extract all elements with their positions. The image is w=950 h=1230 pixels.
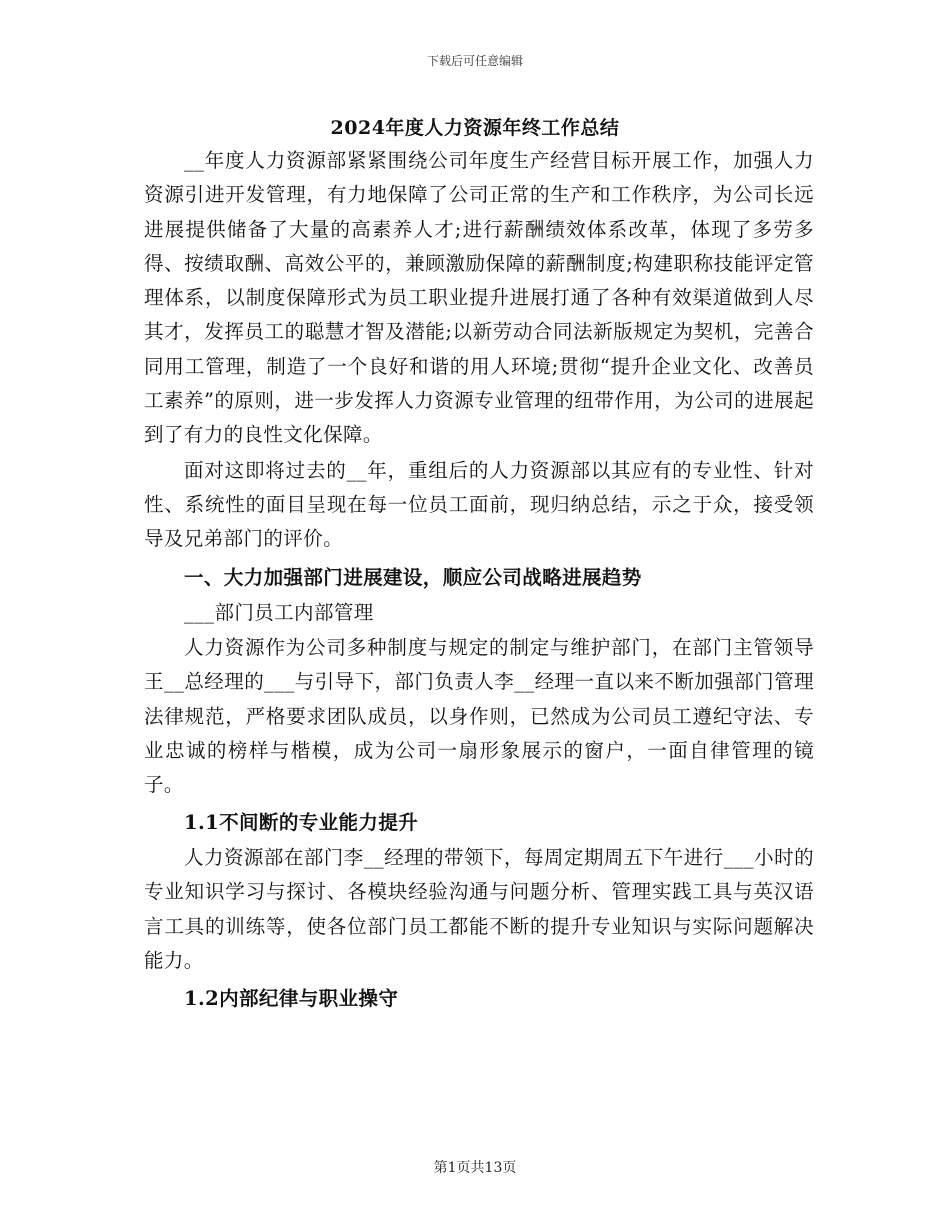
header-note: 下载后可任意编辑: [426, 54, 523, 68]
page-number: 第1页共13页: [433, 1160, 517, 1176]
subheading-1-2: 1.2内部纪律与职业操守: [184, 987, 399, 1011]
subheading-1-1: 1.1不间断的专业能力提升: [184, 810, 419, 834]
paragraph-management: 人力资源作为公司多种制度与规定的制定与维护部门，在部门主管领导王__总经理的___与引导下，部门负责人李__经理一直以来不断加强部门管理法律规范，严格要求团队成员，以身作则，已然成为公司员工遵纪守法、专业忠诚的榜样与楷模，成为公司一扇形象展示的窗户，一面自律管理的镜子。: [144, 636, 814, 797]
document-body: [144, 144, 814, 1016]
document-title: 2024年度人力资源年终工作总结: [330, 117, 620, 139]
paragraph-training: 人力资源部在部门李__经理的带领下，每周定期周五下午进行___小时的专业知识学习与探讨、各模块经验沟通与问题分析、管理实践工具与英汉语言工具的训练等，使各位部门员工都能不断的提升专业知识与实际问题解决能力。: [144, 845, 814, 972]
paragraph-summary: 面对这即将过去的__年，重组后的人力资源部以其应有的专业性、针对性、系统性的面目呈现在每一位员工面前，现归纳总结，示之于众，接受领导及兄弟部门的评价。: [144, 458, 814, 551]
subsection-title: ___部门员工内部管理: [184, 600, 374, 624]
paragraph-intro: __年度人力资源部紧紧围绕公司年度生产经营目标开展工作，加强人力资源引进开发管理，有力地保障了公司正常的生产和工作秩序，为公司长远进展提供储备了大量的高素养人才;进行薪酬绩效体系改革，体现了多劳多得、按绩取酬、高效公平的，兼顾激励保障的薪酬制度;构建职称技能评定管理体系，以制度保障形式为员工职业提升进展打通了各种有效渠道做到人尽其才，发挥员工的聪慧才智及潜能;以新劳动合同法新版规定为契机，完善合同用工管理，制造了一个良好和谐的用人环境;贯彻“提升企业文化、改善员工素养”的原则，进一步发挥人力资源专业管理的纽带作用，为公司的进展起到了有力的良性文化保障。: [144, 149, 814, 447]
section-heading-1: 一、大力加强部门进展建设，顺应公司战略进展趋势: [184, 565, 642, 589]
